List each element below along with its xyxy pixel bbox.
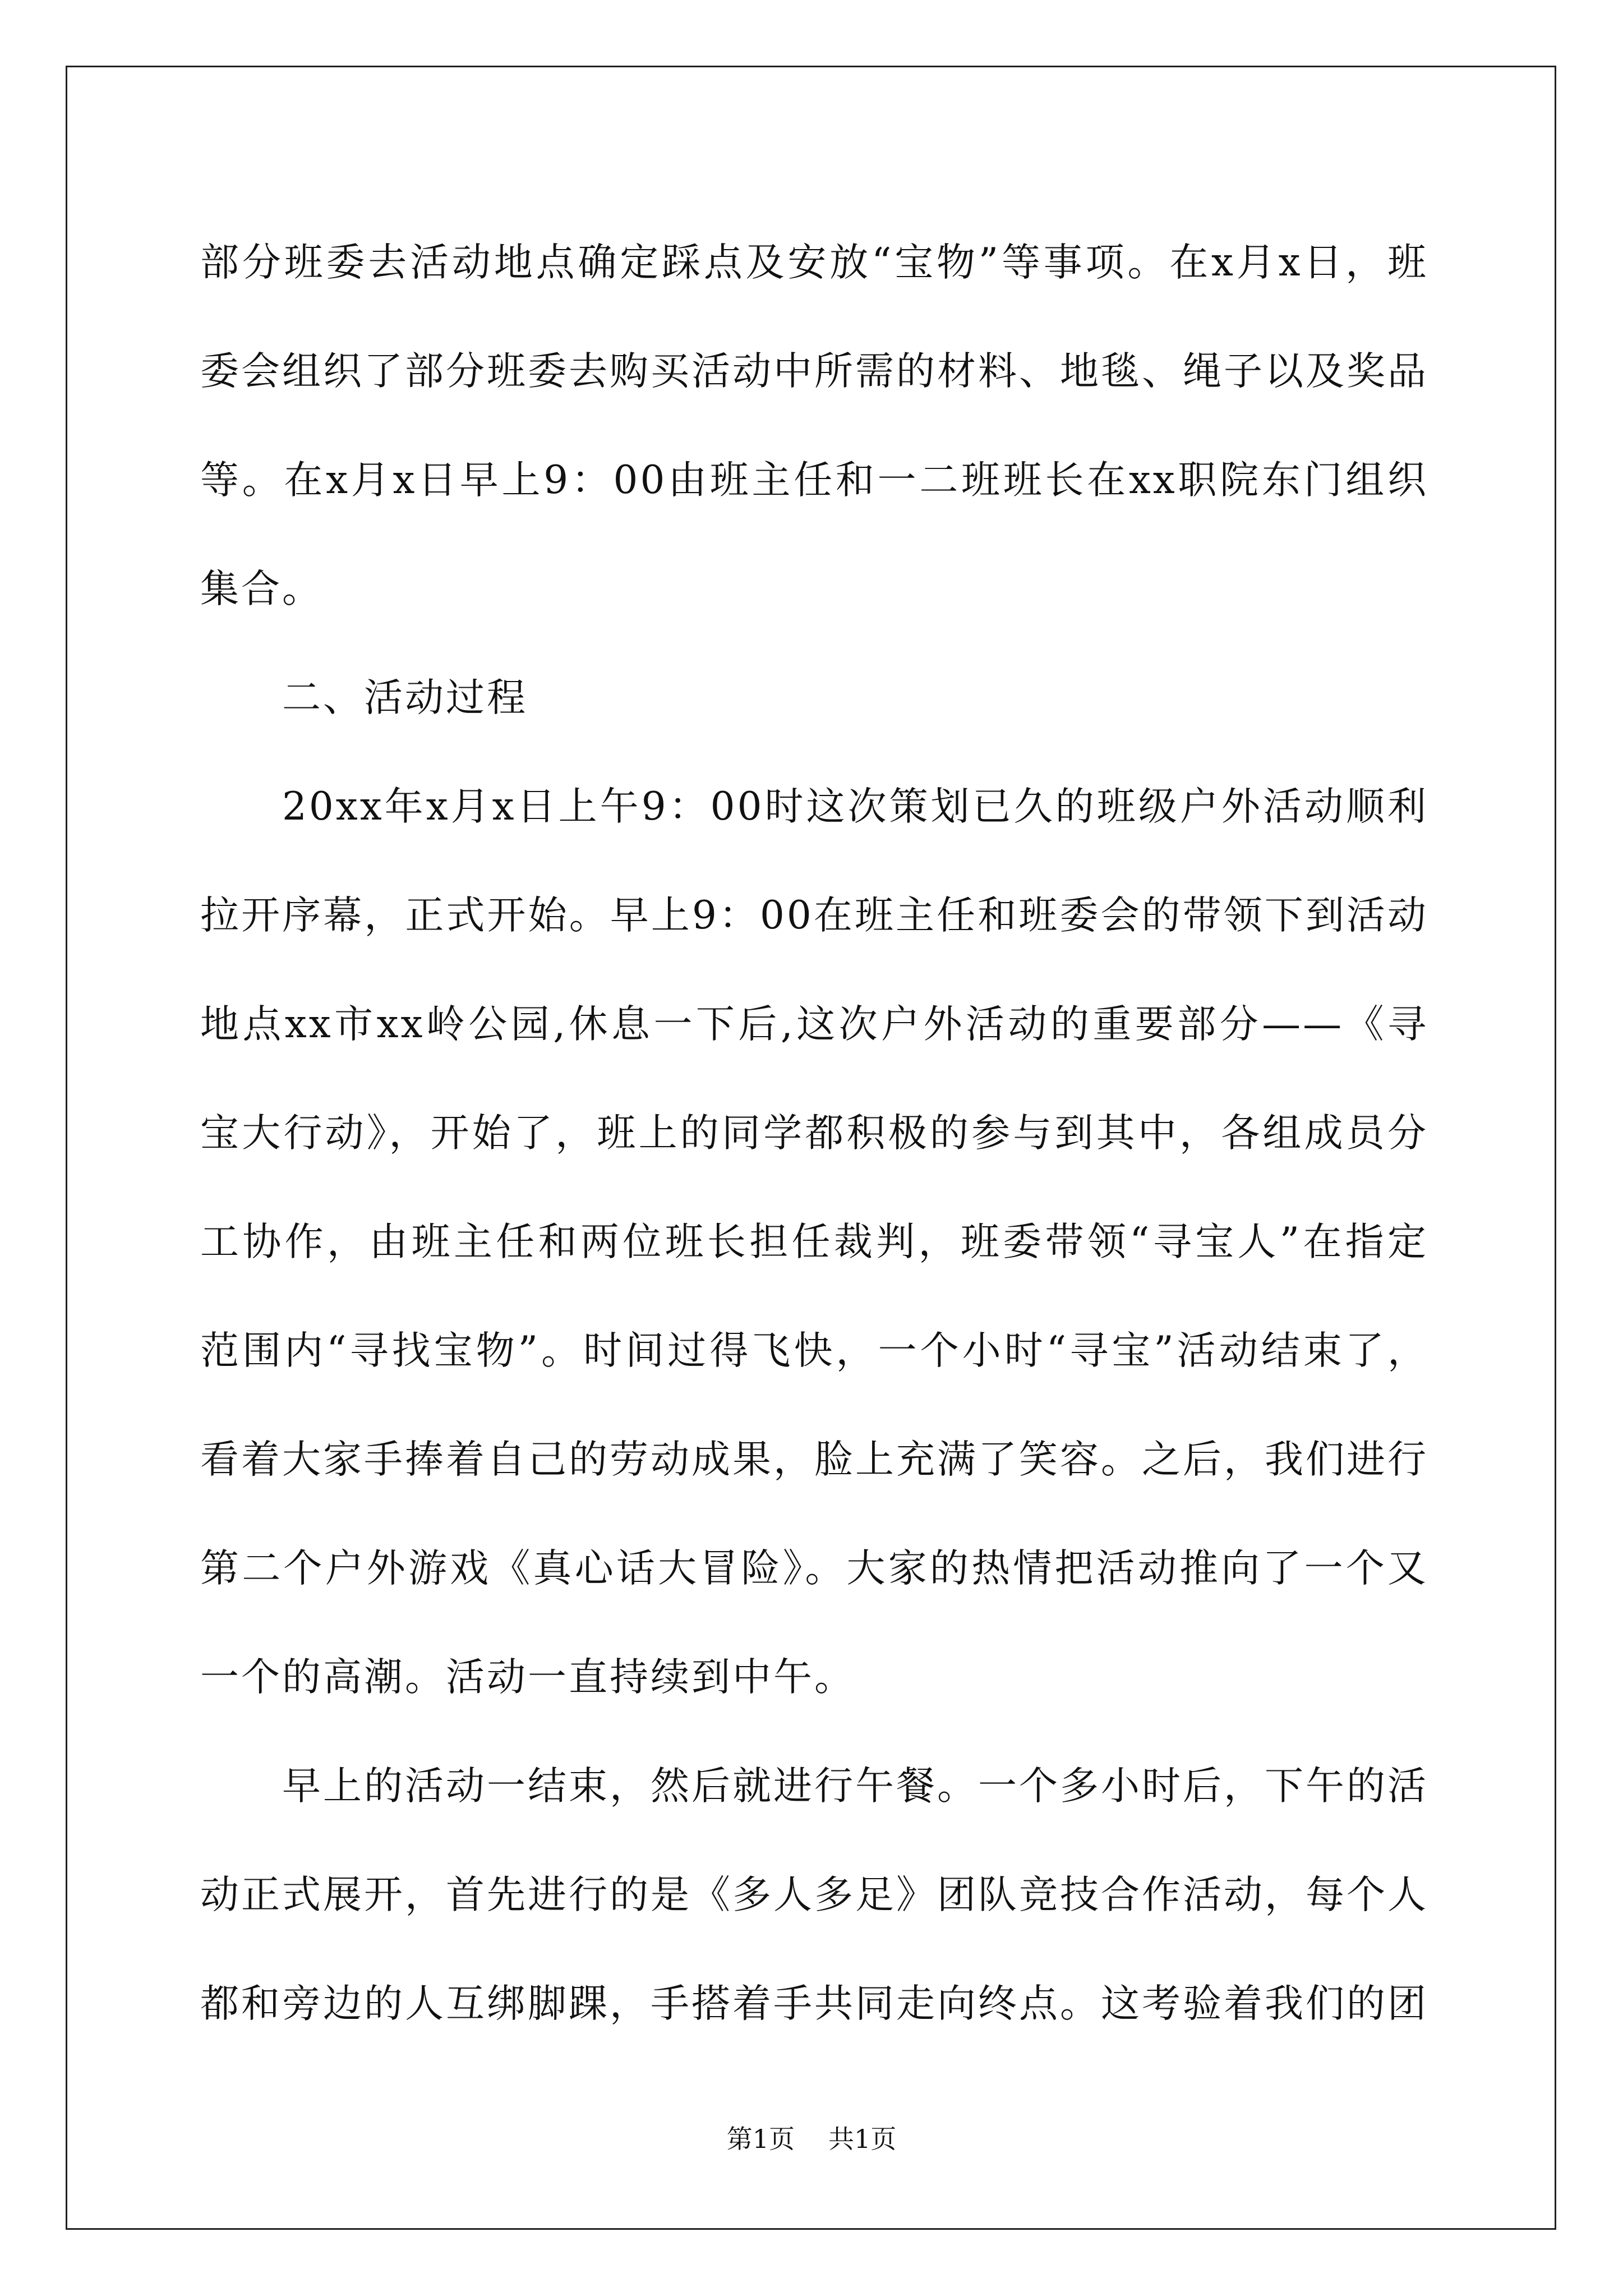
page-total: 共1页 (828, 2124, 897, 2154)
paragraph-afternoon: 早上的活动一结束，然后就进行午餐。一个多小时后，下午的活动正式展开，首先进行的是《多人多足》团队竞技合作活动，每个人都和旁边的人互绑脚踝，手搭着手共同走向终点。这考验着我们的团 (200, 1764, 1428, 2026)
page-number: 第1页 (726, 2124, 795, 2154)
paragraph-continuation: 部分班委去活动地点确定踩点及安放“宝物”等事项。在x月x日，班委会组织了部分班委去购买活动中所需的材料、地毯、绳子以及奖品等。在x月x日早上9：00由班主任和一二班班长在xx职院东门组织集合。 (200, 240, 1428, 611)
section-heading: 二、活动过程 (282, 675, 528, 720)
paragraph-activity-process: 20xx年x月x日上午9：00时这次策划已久的班级户外活动顺利拉开序幕，正式开始。早上9：00在班主任和班委会的带领下到活动地点xx市xx岭公园,休息一下后,这次户外活动的重要部分——《寻宝大行动》，开始了，班上的同学都积极的参与到其中，各组成员分工协作，由班主任和两位班长担任裁判，班委带领“寻宝人”在指定范围内“寻找宝物”。时间过得飞快，一个小时“寻宝”活动结束了，看着大家手捧着自己的劳动成果，脸上充满了笑容。之后，我们进行第二个户外游戏《真心话大冒险》。大家的热情把活动推向了一个又一个的高潮。活动一直持续到中午。 (200, 784, 1428, 1700)
document-body (200, 208, 1428, 2058)
page-footer (0, 2122, 1623, 2156)
